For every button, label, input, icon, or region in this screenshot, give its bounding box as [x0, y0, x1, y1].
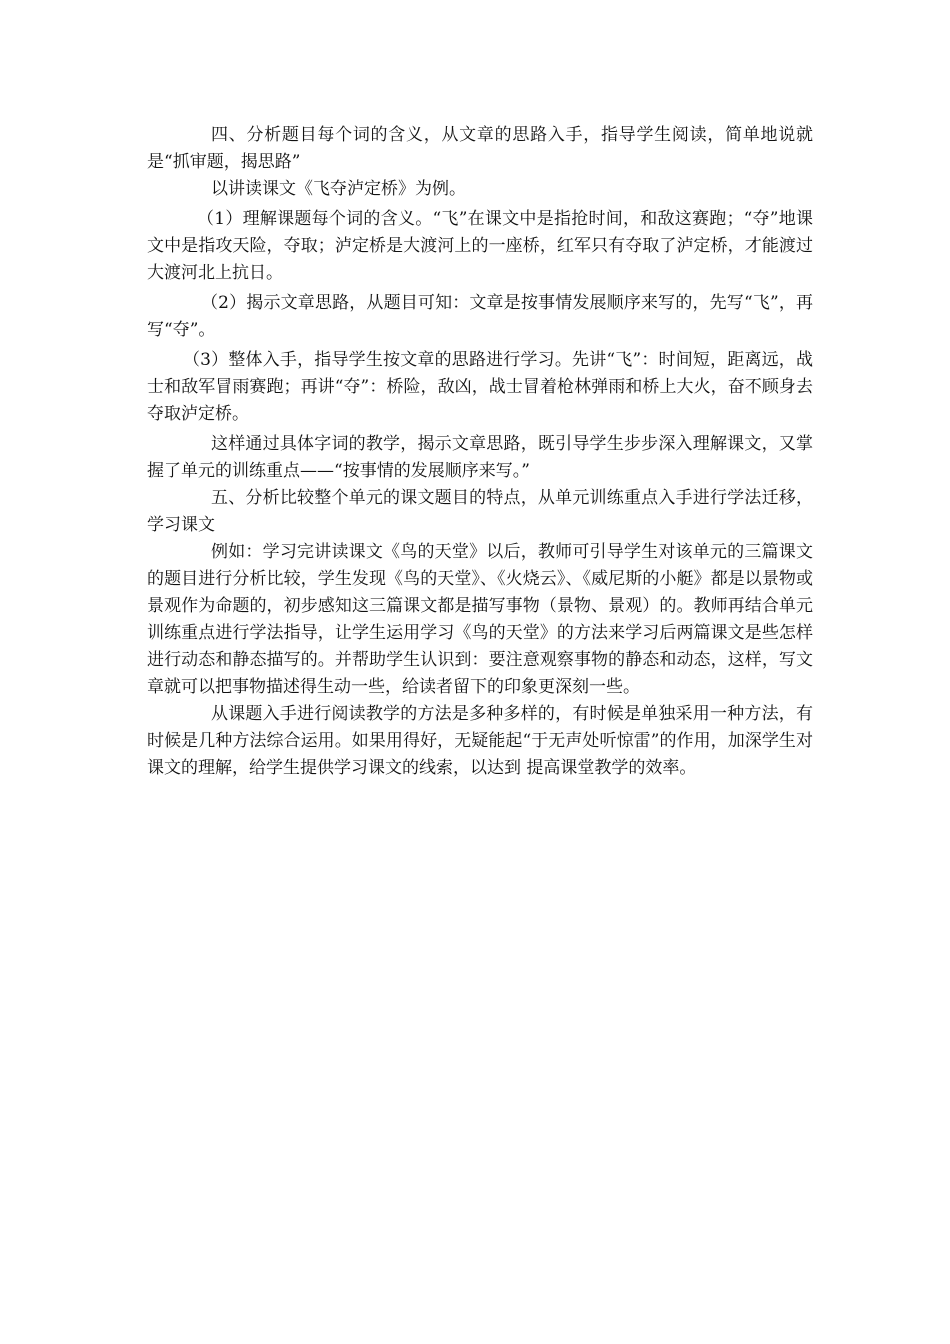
section-heading-four: 四、分析题目每个词的含义，从文章的思路入手，指导学生阅读，简单地说就是“抓审题，揭思路” [147, 125, 813, 172]
step-two-paragraph: （2）揭示文章思路，从题目可知：文章是按事情发展顺序来写的，先写“飞”，再写“夺”。 [147, 293, 813, 340]
document-body [147, 122, 813, 782]
example-intro: 以讲读课文《飞夺泸定桥》为例。 [211, 179, 466, 199]
summary-paragraph: 这样通过具体字词的教学，揭示文章思路，既引导学生步步深入理解课文，又掌握了单元的训练重点——“按事情的发展顺序来写。” [147, 434, 813, 481]
step-one-paragraph: （1）理解课题每个词的含义。“飞”在课文中是指抢时间，和敌这赛跑；“夺”地课文中是指攻天险，夺取；泸定桥是大渡河上的一座桥，红军只有夺取了泸定桥，才能渡过大渡河北上抗日。 [147, 209, 813, 283]
step-three-paragraph: （3）整体入手，指导学生按文章的思路进行学习。先讲“飞”：时间短，距离远，战士和敌军冒雨赛跑；再讲“夺”：桥险，敌凶，战士冒着枪林弹雨和桥上大火，奋不顾身去夺取泸定桥。 [147, 350, 813, 424]
conclusion-paragraph: 从课题入手进行阅读教学的方法是多种多样的，有时候是单独采用一种方法，有时候是几种方法综合运用。如果用得好，无疑能起“于无声处听惊雷”的作用，加深学生对课文的理解，给学生提供学习课文的线索，以达到 提高课堂教学的效率。 [147, 704, 813, 778]
section-heading-five: 五、分析比较整个单元的课文题目的特点，从单元训练重点入手进行学法迁移，学习课文 [147, 488, 813, 535]
example-paragraph: 例如：学习完讲读课文《鸟的天堂》以后，教师可引导学生对该单元的三篇课文的题目进行分析比较，学生发现《鸟的天堂》、《火烧云》、《威尼斯的小艇》都是以景物或景观作为命题的，初步感知这三篇课文都是描写事物（景物、景观）的。教师再结合单元训练重点进行学法指导，让学生运用学习《鸟的天堂》的方法来学习后两篇课文是些怎样进行动态和静态描写的。并帮助学生认识到：要注意观察事物的静态和动态，这样，写文章就可以把事物描述得生动一些，给读者留下的印象更深刻一些。 [147, 542, 813, 697]
